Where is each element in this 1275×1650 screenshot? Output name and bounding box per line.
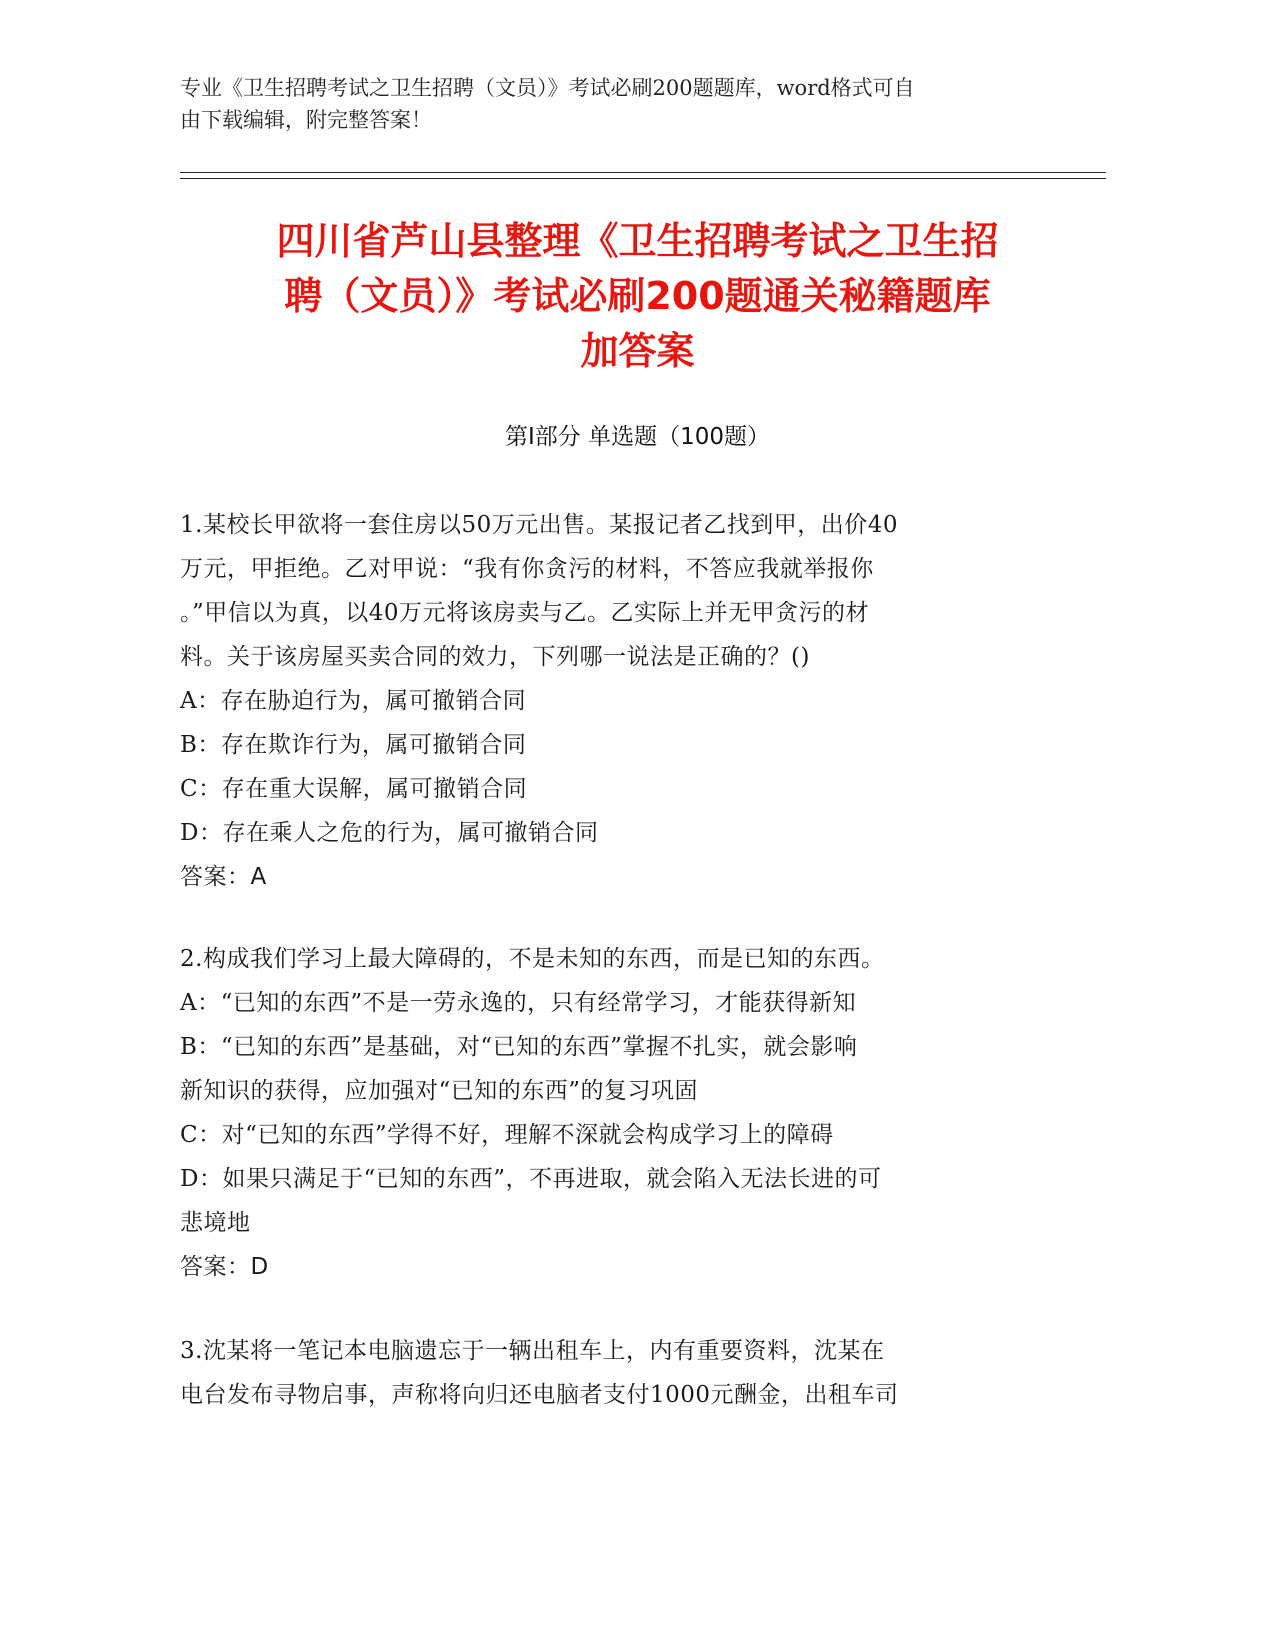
- header-note: [180, 72, 1040, 136]
- question-text-line: 万元，甲拒绝。乙对甲说：“我有你贪污的材料，不答应我就举报你: [180, 556, 874, 582]
- option-a: A：存在胁迫行为，属可撤销合同: [180, 688, 527, 714]
- option-a: A：“已知的东西”不是一劳永逸的，只有经常学习，才能获得新知: [180, 990, 857, 1016]
- question-2: [180, 937, 1040, 1289]
- title-line: 加答案: [580, 329, 695, 373]
- option-b: B：“已知的东西”是基础，对“已知的东西”掌握不扎实，就会影响: [180, 1034, 858, 1060]
- header-divider: [180, 172, 1106, 173]
- question-text-line: 3.沈某将一笔记本电脑遗忘于一辆出租车上，内有重要资料，沈某在: [180, 1338, 885, 1364]
- option-d: D：存在乘人之危的行为，属可撤销合同: [180, 820, 599, 846]
- option-c: C：对“已知的东西”学得不好，理解不深就会构成学习上的障碍: [180, 1122, 834, 1148]
- question-3: [180, 1329, 1040, 1417]
- question-text-line: 。”甲信以为真，以40万元将该房卖与乙。乙实际上并无甲贪污的材: [180, 600, 870, 626]
- option-c: C：存在重大误解，属可撤销合同: [180, 776, 528, 802]
- document-title: [150, 214, 1125, 379]
- header-note-line: 由下载编辑，附完整答案！: [180, 108, 432, 132]
- option-d-continued: 悲境地: [180, 1210, 251, 1236]
- option-b-continued: 新知识的获得，应加强对“已知的东西”的复习巩固: [180, 1078, 699, 1104]
- option-d: D：如果只满足于“已知的东西”，不再进取，就会陷入无法长进的可: [180, 1166, 882, 1192]
- question-text-line: 电台发布寻物启事，声称将向归还电脑者支付1000元酬金，出租车司: [180, 1382, 899, 1408]
- question-text-line: 2.构成我们学习上最大障碍的，不是未知的东西，而是已知的东西。: [180, 946, 885, 972]
- section-heading: 第Ⅰ部分 单选题（100题）: [505, 424, 770, 450]
- question-text-line: 1.某校长甲欲将一套住房以50万元出售。某报记者乙找到甲，出价40: [180, 512, 898, 538]
- header-divider: [180, 178, 1106, 179]
- question-text-line: 料。关于该房屋买卖合同的效力，下列哪一说法是正确的？(): [180, 644, 810, 670]
- option-b: B：存在欺诈行为，属可撤销合同: [180, 732, 527, 758]
- title-line: 四川省芦山县整理《卫生招聘考试之卫生招: [276, 219, 999, 263]
- answer-label: 答案：A: [180, 864, 267, 890]
- title-line: 聘（文员）》考试必刷200题通关秘籍题库: [284, 274, 991, 318]
- header-note-line: 专业《卫生招聘考试之卫生招聘（文员）》考试必刷200题题库，word格式可自: [180, 76, 915, 100]
- answer-label: 答案：D: [180, 1254, 269, 1280]
- question-1: [180, 503, 1040, 899]
